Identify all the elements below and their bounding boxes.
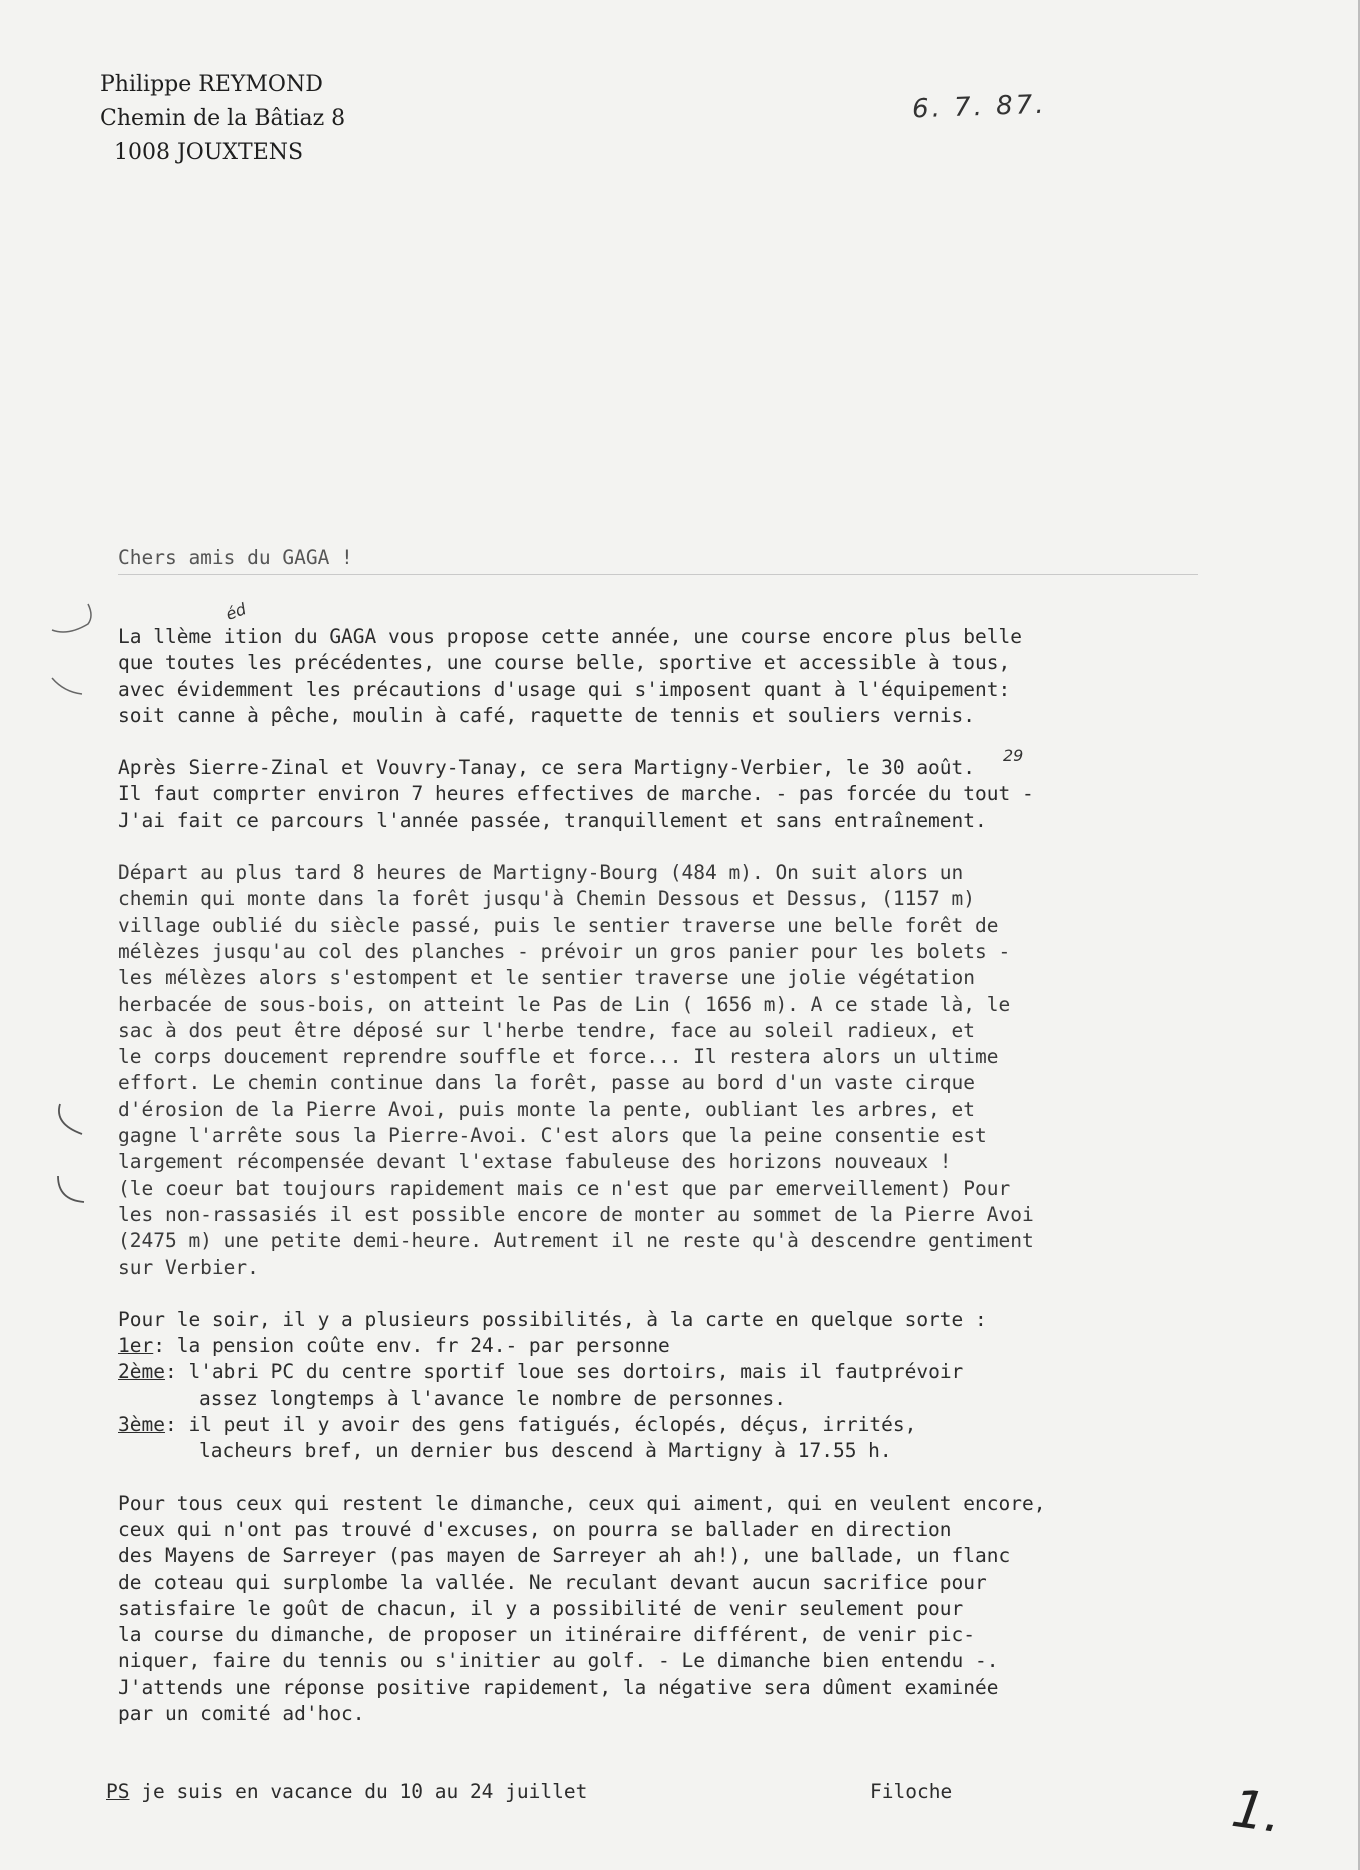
text-line: par un comité ad'hoc.	[118, 1701, 365, 1725]
sender-street: Chemin de la Bâtiaz 8	[100, 106, 346, 131]
paragraph-evening-options	[118, 1307, 1218, 1465]
text-line: herbacée de sous-bois, on atteint le Pas de Lin ( 1656 m). A ce stade là, le	[118, 992, 1011, 1016]
punch-hole-mark	[48, 600, 98, 640]
text-line: Départ au plus tard 8 heures de Martigny-Bourg (484 m). On suit alors un	[118, 861, 964, 885]
option-2: 2ème: l'abri PC du centre sportif loue ses dortoirs, mais il fautprévoir	[118, 1360, 964, 1384]
text-line: village oublié du siècle passé, puis le sentier traverse une belle forêt de	[118, 913, 999, 937]
text-line: (2475 m) une petite demi-heure. Autrement il ne reste qu'à descendre gentiment	[118, 1229, 1034, 1253]
handwritten-date: 6. 7. 87.	[911, 89, 1047, 125]
option-text-continued: assez longtemps à l'avance le nombre de personnes.	[199, 1386, 786, 1410]
text-line: mélèzes jusqu'au col des planches - prévoir un gros panier pour les bolets -	[118, 939, 1011, 963]
handwritten-date-correction: 29	[1003, 746, 1024, 765]
punch-hole-mark	[52, 1172, 92, 1212]
text-line: J'ai fait ce parcours l'année passée, tranquillement et sans entraînement.	[118, 808, 987, 832]
option-text: il peut il y avoir des gens fatigués, éclopés, déçus, irrités,	[188, 1413, 917, 1437]
text-line: des Mayens de Sarreyer (pas mayen de Sarreyer ah ah!), une ballade, un flanc	[118, 1544, 1011, 1568]
text-line: sac à dos peut être déposé sur l'herbe tendre, face au soleil radieux, et	[118, 1018, 976, 1042]
punch-hole-mark	[52, 1100, 92, 1140]
option-label: 1er	[118, 1334, 154, 1358]
text-line: soit canne à pêche, moulin à café, raquette de tennis et souliers vernis.	[118, 703, 976, 727]
text-line: Pour le soir, il y a plusieurs possibilités, à la carte en quelque sorte :	[118, 1307, 987, 1331]
text-line: Après Sierre-Zinal et Vouvry-Tanay, ce sera Martigny-Verbier, le 30 août.	[118, 756, 976, 780]
text-line: la course du dimanche, de proposer un itinéraire différent, de venir pic-	[118, 1623, 976, 1647]
option-text: l'abri PC du centre sportif loue ses dortoirs, mais il fautprévoir	[188, 1360, 964, 1384]
signature: Filoche	[870, 1780, 953, 1803]
sender-city: 1008 JOUXTENS	[114, 140, 304, 165]
text-line: de coteau qui surplombe la vallée. Ne reculant devant aucun sacrifice pour	[118, 1570, 987, 1594]
text-line: (le coeur bat toujours rapidement mais ce n'est que par emerveillement) Pour	[118, 1176, 1011, 1200]
text-line: sur Verbier.	[118, 1255, 259, 1279]
text-line: d'érosion de la Pierre Avoi, puis monte la pente, oubliant les arbres, et	[118, 1097, 976, 1121]
text-line: effort. Le chemin continue dans la forêt, passe au bord d'un vaste cirque	[118, 1071, 976, 1095]
paragraph-itinerary	[118, 860, 1218, 1281]
paragraph-sunday	[118, 1491, 1218, 1728]
postscript	[106, 1780, 587, 1803]
text-line: La llème ition du GAGA vous propose cette année, une course encore plus belle	[118, 625, 1022, 648]
text-line: que toutes les précédentes, une course belle, sportive et accessible à tous,	[118, 651, 1011, 675]
option-label: 3ème	[118, 1413, 165, 1437]
text-line: satisfaire le goût de chacun, il y a possibilité de venir seulement pour	[118, 1596, 964, 1620]
greeting: Chers amis du GAGA !	[118, 546, 353, 569]
text-line: chemin qui monte dans la forêt jusqu'à Chemin Dessous et Dessus, (1157 m)	[118, 887, 976, 911]
letterhead	[100, 68, 345, 170]
text-line: le corps doucement reprendre souffle et force... Il restera alors un ultime	[118, 1045, 999, 1069]
page-number: 1.	[1228, 1778, 1286, 1846]
ps-text: je suis en vacance du 10 au 24 juillet	[129, 1780, 588, 1803]
ps-label: PS	[106, 1780, 130, 1803]
text-line: largement récompensée devant l'extase fabuleuse des horizons nouveaux !	[118, 1150, 952, 1174]
paragraph-route	[118, 755, 1218, 834]
text-line: les mélèzes alors s'estompent et le sentier traverse une jolie végétation	[118, 966, 976, 990]
letter-body	[118, 624, 1218, 1753]
option-text-continued: lacheurs bref, un dernier bus descend à Martigny à 17.55 h.	[199, 1439, 892, 1463]
text-line: Il faut comprter environ 7 heures effectives de marche. - pas forcée du tout -	[118, 782, 1034, 806]
option-label: 2ème	[118, 1360, 165, 1384]
text-line: J'attends une réponse positive rapidement, la négative sera dûment examinée	[118, 1675, 999, 1699]
text-line: avec évidemment les précautions d'usage qui s'imposent quant à l'équipement:	[118, 677, 1011, 701]
option-3: 3ème: il peut il y avoir des gens fatigués, éclopés, déçus, irrités,	[118, 1413, 917, 1437]
text-line: gagne l'arrête sous la Pierre-Avoi. C'est alors que la peine consentie est	[118, 1124, 987, 1148]
handwritten-edit-mark: éd	[223, 599, 249, 624]
text-line: ceux qui n'ont pas trouvé d'excuses, on pourra se ballader en direction	[118, 1517, 952, 1541]
punch-hole-mark	[48, 672, 88, 702]
paragraph-intro	[118, 624, 1218, 729]
text-line: Pour tous ceux qui restent le dimanche, ceux qui aiment, qui en veulent encore,	[118, 1491, 1046, 1515]
text-line: niquer, faire du tennis ou s'initier au golf. - Le dimanche bien entendu -.	[118, 1649, 999, 1673]
sender-name: Philippe REYMOND	[100, 72, 323, 97]
option-text: la pension coûte env. fr 24.- par personne	[176, 1334, 670, 1358]
text-line: les non-rassasiés il est possible encore de monter au sommet de la Pierre Avoi	[118, 1202, 1034, 1226]
greeting-rule	[118, 574, 1198, 575]
option-1: 1er: la pension coûte env. fr 24.- par personne	[118, 1334, 670, 1358]
